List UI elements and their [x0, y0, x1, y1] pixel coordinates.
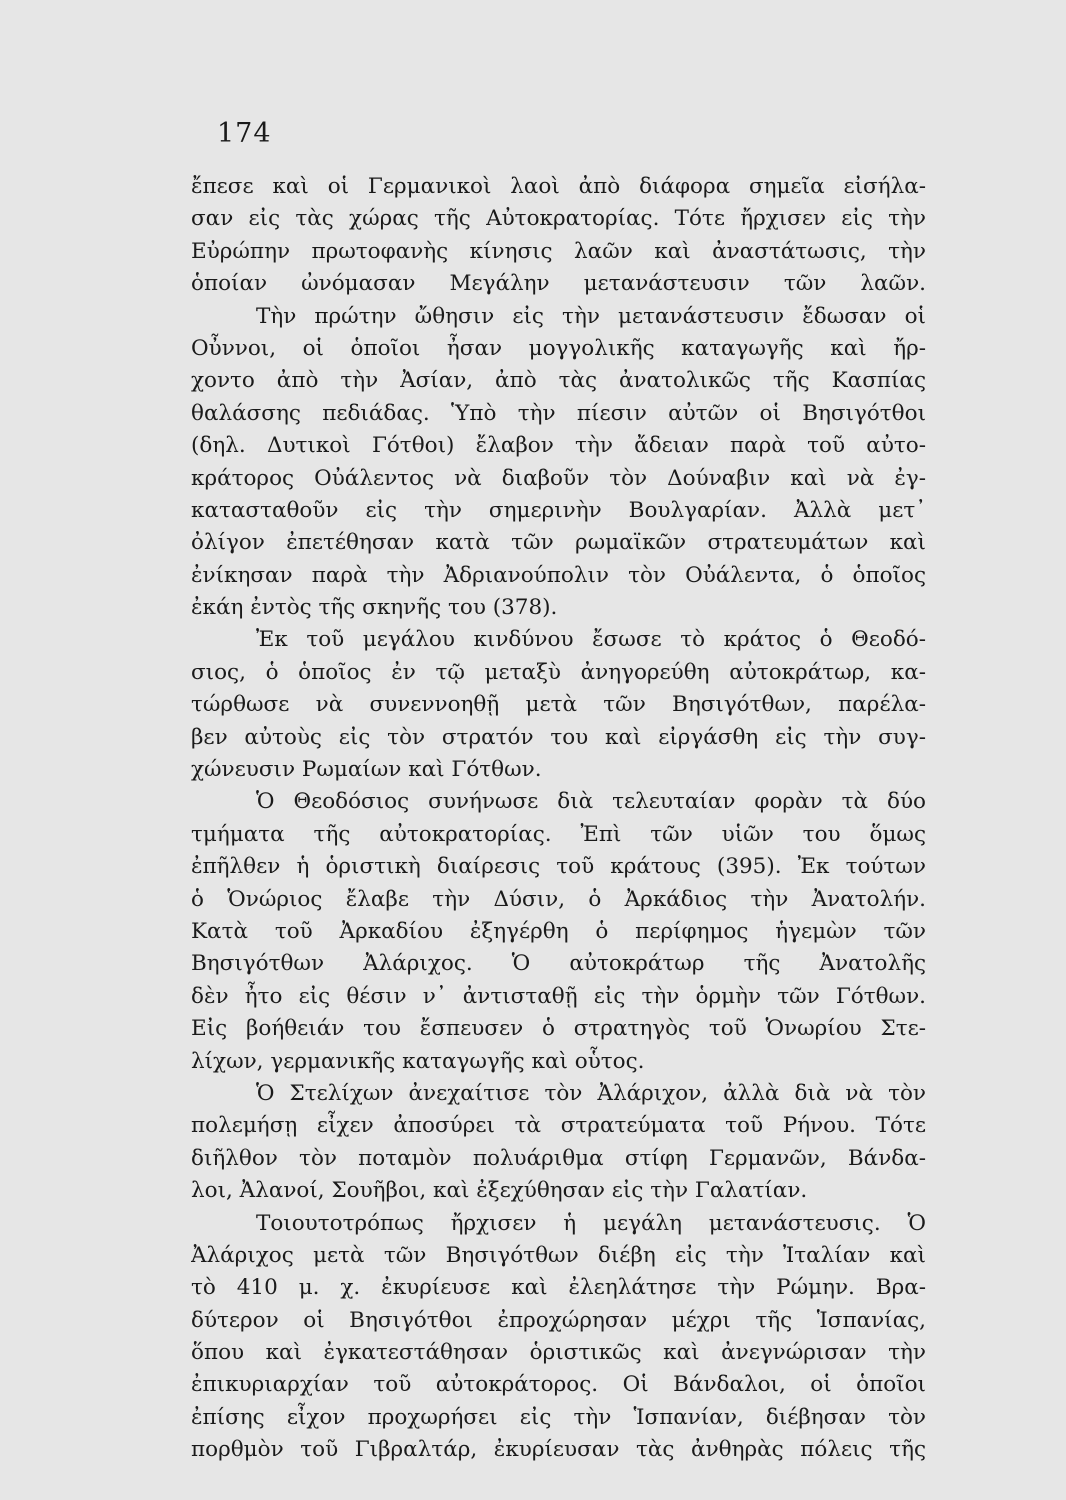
text-line: χοντο ἀπὸ τὴν Ἀσίαν, ἀπὸ τὰς ἀνατολικῶς τῆς Κασπίας	[191, 368, 926, 394]
text-line: λίχων, γερμανικῆς καταγωγῆς καὶ οὗτος.	[191, 1048, 645, 1074]
text-line: δύτερον οἱ Βησιγότθοι ἐπροχώρησαν μέχρι τῆς Ἱσπανίας,	[191, 1307, 926, 1333]
text-line: ἐπῆλθεν ἡ ὁριστικὴ διαίρεσις τοῦ κράτους (395). Ἐκ τούτων	[191, 854, 926, 880]
text-line: ὁποίαν ὠνόμασαν Μεγάλην μετανάστευσιν τῶν λαῶν.	[191, 271, 926, 297]
text-line: σιος, ὁ ὁποῖος ἐν τῷ μεταξὺ ἀνηγορεύθη αὐτοκράτωρ, κα-	[191, 659, 926, 685]
text-line: Ἐκ τοῦ μεγάλου κινδύνου ἔσωσε τὸ κράτος ὁ Θεοδό-	[256, 627, 926, 653]
text-line: Τοιουτοτρόπως ἤρχισεν ἡ μεγάλη μετανάστευσις. Ὁ	[256, 1210, 926, 1236]
text-line: τμήματα τῆς αὐτοκρατορίας. Ἐπὶ τῶν υἱῶν του ὅμως	[191, 821, 926, 847]
text-line: Τὴν πρώτην ὤθησιν εἰς τὴν μετανάστευσιν ἔδωσαν οἱ	[256, 303, 926, 329]
text-line: Εἰς βοήθειάν του ἔσπευσεν ὁ στρατηγὸς τοῦ Ὁνωρίου Στε-	[191, 1016, 926, 1042]
text-line: Κατὰ τοῦ Ἀρκαδίου ἐξηγέρθη ὁ περίφημος ἡγεμὼν τῶν	[191, 918, 926, 944]
text-line: πολεμήσῃ εἶχεν ἀποσύρει τὰ στρατεύματα τοῦ Ρήνου. Τότε	[191, 1113, 926, 1139]
text-line: (δηλ. Δυτικοὶ Γότθοι) ἔλαβον τὴν ἄδειαν παρὰ τοῦ αὐτο-	[191, 433, 926, 459]
page-number: 174	[217, 118, 272, 149]
text-line: Εὐρώπην πρωτοφανὴς κίνησις λαῶν καὶ ἀναστάτωσις, τὴν	[191, 238, 926, 264]
text-line: σαν εἰς τὰς χώρας τῆς Αὐτοκρατορίας. Τότε ἤρχισεν εἰς τὴν	[191, 206, 926, 232]
text-line: χώνευσιν Ρωμαίων καὶ Γότθων.	[191, 757, 542, 783]
text-line: ἐνίκησαν παρὰ τὴν Ἀδριανούπολιν τὸν Οὐάλεντα, ὁ ὁποῖος	[191, 562, 926, 588]
text-line: κατασταθοῦν εἰς τὴν σημερινὴν Βουλγαρίαν. Ἀλλὰ μετ᾽	[191, 497, 926, 523]
text-line: διῆλθον τὸν ποταμὸν πολυάριθμα στίφη Γερμανῶν, Βάνδα-	[191, 1145, 926, 1171]
text-line: Ἀλάριχος μετὰ τῶν Βησιγότθων διέβη εἰς τὴν Ἰταλίαν καὶ	[191, 1242, 926, 1268]
text-line: Βησιγότθων Ἀλάριχος. Ὁ αὐτοκράτωρ τῆς Ἀνατολῆς	[191, 951, 926, 977]
text-line: τὸ 410 μ. χ. ἐκυρίευσε καὶ ἐλεηλάτησε τὴν Ρώμην. Βρα-	[191, 1275, 926, 1301]
text-line: δὲν ἦτο εἰς θέσιν ν᾽ ἀντισταθῇ εἰς τὴν ὁρμὴν τῶν Γότθων.	[191, 983, 926, 1009]
text-line: Ὁ Στελίχων ἀνεχαίτισε τὸν Ἀλάριχον, ἀλλὰ διὰ νὰ τὸν	[256, 1080, 926, 1106]
text-line: ὀλίγον ἐπετέθησαν κατὰ τῶν ρωμαϊκῶν στρατευμάτων καὶ	[191, 530, 926, 556]
text-line: πορθμὸν τοῦ Γιβραλτάρ, ἐκυρίευσαν τὰς ἀνθηρὰς πόλεις τῆς	[191, 1437, 926, 1463]
text-line: λοι, Ἀλανοί, Σουῆβοι, καὶ ἐξεχύθησαν εἰς τὴν Γαλατίαν.	[191, 1178, 808, 1204]
text-line: ἐπίσης εἶχον προχωρήσει εἰς τὴν Ἱσπανίαν, διέβησαν τὸν	[191, 1404, 926, 1430]
body-text	[191, 171, 926, 1467]
text-line: κράτορος Οὐάλεντος νὰ διαβοῦν τὸν Δούναβιν καὶ νὰ ἐγ-	[191, 465, 926, 491]
text-line: ἔπεσε καὶ οἱ Γερμανικοὶ λαοὶ ἀπὸ διάφορα σημεῖα εἰσήλα-	[191, 174, 926, 199]
text-line: ἐκάη ἐντὸς τῆς σκηνῆς του (378).	[191, 595, 558, 621]
text-line: ὅπου καὶ ἐγκατεστάθησαν ὁριστικῶς καὶ ἀνεγνώρισαν τὴν	[191, 1340, 926, 1366]
text-line: τώρθωσε νὰ συνεννοηθῇ μετὰ τῶν Βησιγότθων, παρέλα-	[191, 692, 926, 718]
text-line: Οὖννοι, οἱ ὁποῖοι ἦσαν μογγολικῆς καταγωγῆς καὶ ἤρ-	[191, 335, 926, 361]
text-line: ἐπικυριαρχίαν τοῦ αὐτοκράτορος. Οἱ Βάνδαλοι, οἱ ὁποῖοι	[191, 1372, 926, 1398]
text-line: βεν αὐτοὺς εἰς τὸν στρατόν του καὶ εἰργάσθη εἰς τὴν συγ-	[191, 724, 926, 750]
text-line: θαλάσσης πεδιάδας. Ὑπὸ τὴν πίεσιν αὐτῶν οἱ Βησιγότθοι	[191, 400, 926, 426]
text-line: ὁ Ὁνώριος ἔλαβε τὴν Δύσιν, ὁ Ἀρκάδιος τὴν Ἀνατολήν.	[191, 886, 926, 912]
text-line: Ὁ Θεοδόσιος συνήνωσε διὰ τελευταίαν φορὰν τὰ δύο	[256, 789, 926, 815]
